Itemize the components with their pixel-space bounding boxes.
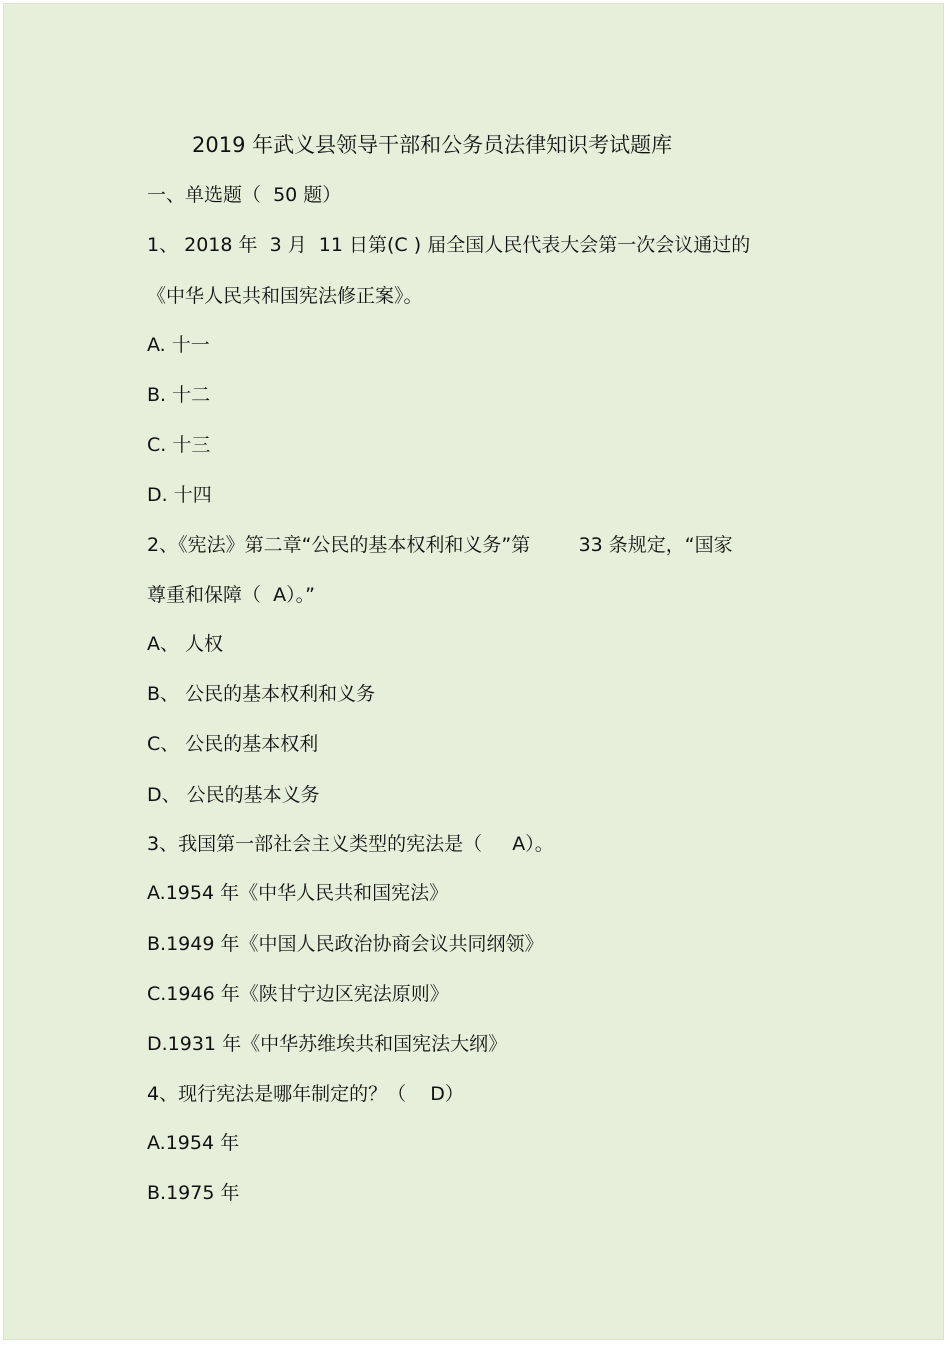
question-1-stem-line-2: 《中华人民共和国宪法修正案》。 (147, 285, 423, 307)
question-4-stem-line-1: 4、现行宪法是哪年制定的？（ D） (147, 1083, 464, 1105)
question-1-stem-line-1: 1、 2018 年 3 月 11 日第(C ) 届全国人民代表大会第一次会议通过的 (147, 234, 751, 256)
question-3-option-c: C.1946 年《陕甘宁边区宪法原则》 (147, 983, 449, 1005)
question-2-stem-line-2: 尊重和保障（ A）。” (147, 584, 315, 606)
question-3-stem-line-1: 3、我国第一部社会主义类型的宪法是（ A）。 (147, 833, 554, 855)
question-4-option-a: A.1954 年 (147, 1132, 240, 1154)
question-1-option-c: C. 十三 (147, 434, 211, 456)
section-heading: 一、单选题（ 50 题） (147, 184, 342, 206)
question-2-option-d: D、 公民的基本义务 (147, 784, 320, 806)
question-2-option-b: B、 公民的基本权利和义务 (147, 683, 376, 705)
question-3-option-d: D.1931 年《中华苏维埃共和国宪法大纲》 (147, 1033, 508, 1055)
question-1-option-a: A. 十一 (147, 334, 210, 356)
question-3-option-a: A.1954 年《中华人民共和国宪法》 (147, 882, 449, 904)
question-2-option-c: C、 公民的基本权利 (147, 733, 319, 755)
question-3-option-b: B.1949 年《中国人民政治协商会议共同纲领》 (147, 933, 544, 955)
question-2-option-a: A、 人权 (147, 633, 224, 655)
document-title: 2019 年武义县领导干部和公务员法律知识考试题库 (192, 133, 673, 157)
question-2-stem-line-1: 2、《宪法》第二章“公民的基本权利和义务”第 33 条规定，“国家 (147, 534, 733, 556)
question-1-option-b: B. 十二 (147, 384, 211, 406)
question-1-option-d: D. 十四 (147, 484, 212, 506)
document-page (3, 3, 944, 1340)
question-4-option-b: B.1975 年 (147, 1182, 240, 1204)
